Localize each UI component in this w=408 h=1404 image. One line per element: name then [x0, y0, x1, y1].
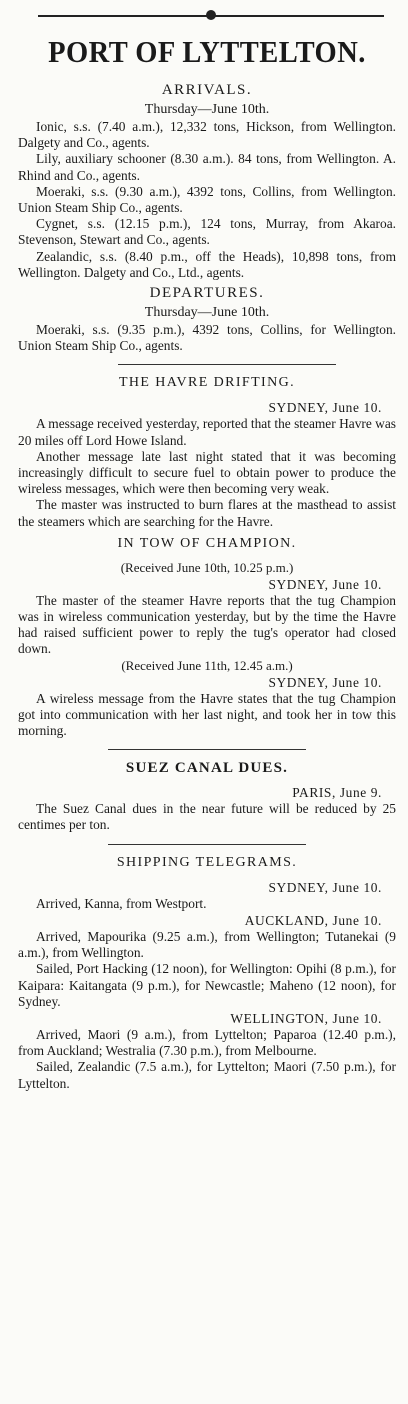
arrival-entry: Cygnet, s.s. (12.15 p.m.), 124 tons, Murray, from Akaroa. Stevenson, Stewart and Co., agents.: [18, 216, 396, 248]
telegrams-sydney-text: Arrived, Kanna, from Westport.: [36, 895, 207, 911]
page-title: PORT OF LYTTELTON.: [48, 34, 366, 69]
champion-heading: IN TOW OF CHAMPION.: [117, 535, 297, 551]
arrivals-heading: ARRIVALS.: [161, 82, 253, 98]
telegrams-wellington-sailed: Sailed, Zealandic (7.5 a.m.), for Lyttelton; Maori (7.50 p.m.), for Lyttelton.: [18, 1059, 396, 1091]
havre-paragraph: A message received yesterday, reported that the steamer Havre was 20 miles off Lord Howe Island.: [18, 416, 396, 448]
telegrams-auckland-arrived: Arrived, Mapourika (9.25 a.m.), from Wellington; Tutanekai (9 a.m.), from Wellington.: [18, 928, 396, 961]
section-divider: [118, 364, 336, 365]
telegrams-auckland-sailed: Sailed, Port Hacking (12 noon), for Wellington: Opihi (8 p.m.), for Kaipara: Kaitangata (9 p.m.), for Newcastle; Maheno (12 noon), for Sydney.: [18, 961, 396, 1009]
section-divider: [108, 844, 306, 845]
arrival-entry: Zealandic, s.s. (8.40 p.m., off the Heads), 10,898 tons, from Wellington. Dalgety and Co., Ltd., agents.: [18, 248, 396, 280]
telegrams-wellington-dateline: WELLINGTON, June 10.: [230, 1010, 382, 1026]
champion-dateline-1: SYDNEY, June 10.: [268, 576, 382, 592]
champion-paragraph-1: The master of the steamer Havre reports that the tug Champion was in wireless communication yesterday, but by the time the Havre had raised sufficient power to reply the tug's operator had closed down.: [18, 592, 396, 657]
telegrams-sydney-dateline: SYDNEY, June 10.: [268, 879, 382, 895]
departure-entry: Moeraki, s.s. (9.35 p.m.), 4392 tons, Collins, for Wellington. Union Steam Ship Co., agents.: [18, 322, 396, 354]
champion-dateline-2: SYDNEY, June 10.: [268, 674, 382, 690]
champion-received-2: (Received June 11th, 12.45 a.m.): [121, 657, 293, 673]
arrival-entry: Ionic, s.s. (7.40 a.m.), 12,332 tons, Hickson, from Wellington. Dalgety and Co., agents.: [18, 119, 396, 151]
departures-heading: DEPARTURES.: [149, 285, 265, 302]
havre-paragraph: Another message late last night stated that it was becoming increasingly difficult to secure fuel to obtain power to produce the wireless messages, which were then becoming very weak.: [18, 448, 396, 497]
arrivals-day: Thursday—June 10th.: [144, 102, 270, 117]
havre-dateline: SYDNEY, June 10.: [268, 400, 382, 416]
suez-dateline: PARIS, June 9.: [292, 785, 382, 801]
telegrams-auckland-dateline: AUCKLAND, June 10.: [244, 912, 382, 928]
suez-paragraph: The Suez Canal dues in the near future will be reduced by 25 centimes per ton.: [18, 801, 396, 833]
telegrams-wellington-arrived: Arrived, Maori (9 a.m.), from Lyttelton; Paparoa (12.40 p.m.), from Auckland; Westralia (7.30 p.m.), from Melbourne.: [18, 1026, 396, 1059]
havre-paragraph: The master was instructed to burn flares at the masthead to assist the steamers which are searching for the Havre.: [18, 497, 396, 529]
suez-heading: SUEZ CANAL DUES.: [125, 760, 289, 777]
champion-received-1: (Received June 10th, 10.25 p.m.): [120, 559, 294, 575]
arrival-entry: Lily, auxiliary schooner (8.30 a.m.). 84 tons, from Wellington. A. Rhind and Co., agents.: [18, 151, 396, 183]
arrival-entry: Moeraki, s.s. (9.30 a.m.), 4392 tons, Collins, from Wellington. Union Steam Ship Co., agents.: [18, 183, 396, 216]
champion-paragraph-2: A wireless message from the Havre states that the tug Champion got into communication with her last night, and took her in tow this morning.: [18, 690, 396, 739]
telegrams-heading: SHIPPING TELEGRAMS.: [116, 854, 298, 870]
top-ornament-rule: [38, 8, 384, 22]
rule-ornament: [206, 10, 216, 20]
section-divider: [108, 749, 306, 750]
havre-heading: THE HAVRE DRIFTING.: [118, 375, 296, 391]
departures-day: Thursday—June 10th.: [144, 305, 270, 321]
